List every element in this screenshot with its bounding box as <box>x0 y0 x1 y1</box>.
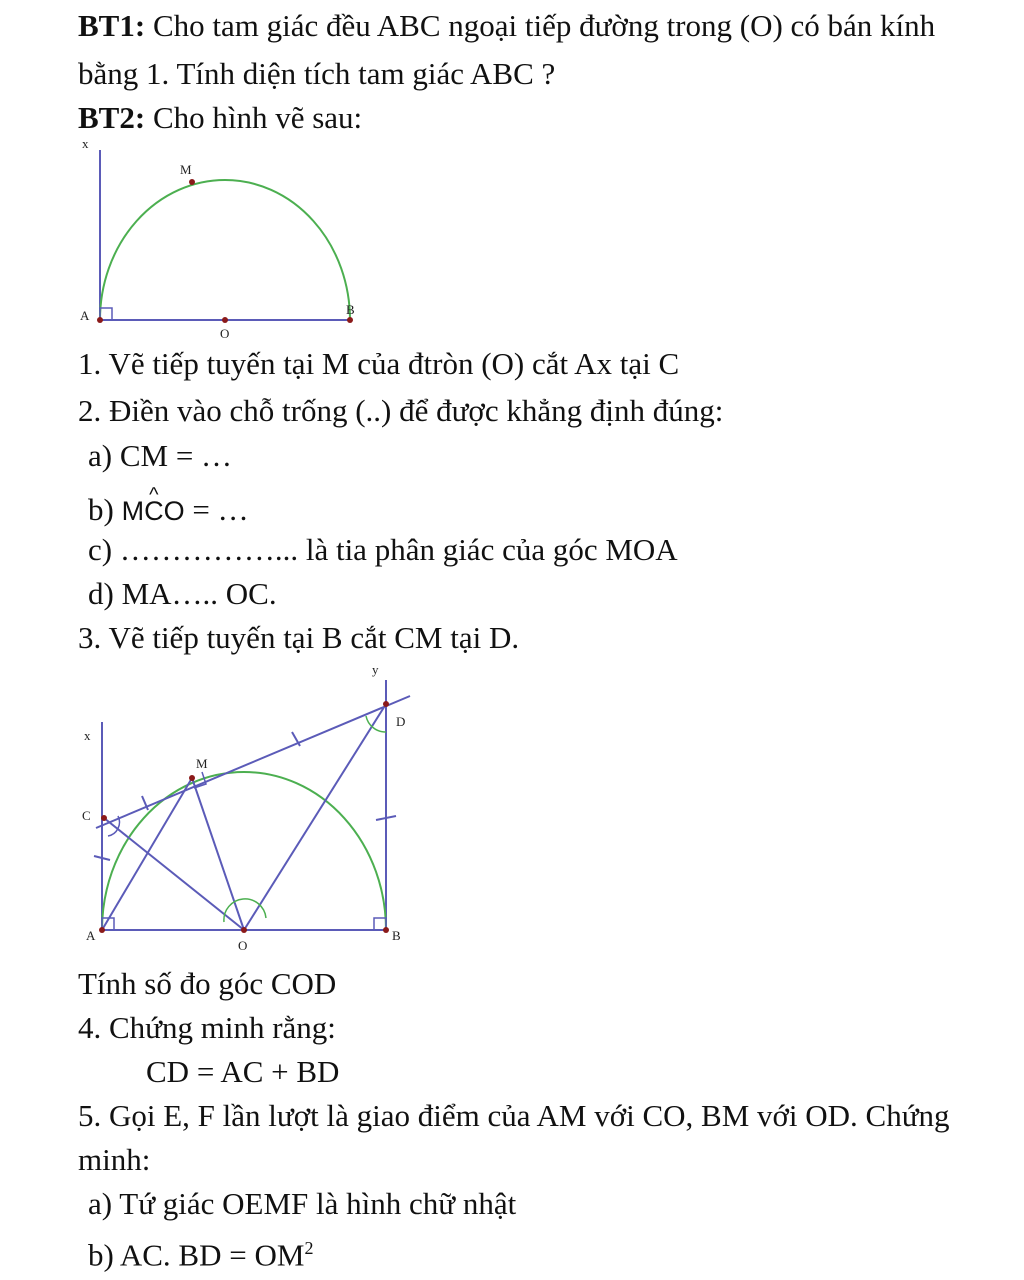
bt2-text: Cho hình vẽ sau: <box>145 100 363 135</box>
label-b-2: B <box>392 928 401 943</box>
bt1-line2: bằng 1. Tính diện tích tam giác ABC ? <box>78 56 556 91</box>
figure-1 <box>0 138 420 348</box>
item-c: c) ……………... là tia phân giác của góc MOA <box>88 532 678 567</box>
question-2: 2. Điền vào chỗ trống (..) để được khẳng định đúng: <box>78 393 724 428</box>
bt2-line <box>78 98 362 138</box>
label-m-1: M <box>180 162 192 177</box>
question-5-line2: minh: <box>78 1142 151 1177</box>
angle-mco <box>122 496 185 526</box>
question-3: 3. Vẽ tiếp tuyến tại B cắt CM tại D. <box>78 620 520 655</box>
item-b-suffix: = … <box>184 492 249 527</box>
cod-question: Tính số đo góc COD <box>78 966 337 1001</box>
label-o-2: O <box>238 938 248 953</box>
item-5b <box>88 1228 313 1275</box>
point-m-1 <box>189 179 195 185</box>
figure-2 <box>0 660 440 970</box>
angle-mco-c: ^ C <box>144 491 164 531</box>
point-a-1 <box>97 317 103 323</box>
segment-od <box>244 704 386 930</box>
label-a-2: A <box>86 928 96 943</box>
point-b-2 <box>383 927 389 933</box>
item-b-prefix: b) <box>88 492 122 527</box>
label-m-2: M <box>196 756 208 771</box>
label-o-1: O <box>220 326 230 341</box>
label-x-2: x <box>84 728 91 743</box>
segment-om <box>192 778 244 930</box>
point-d-2 <box>383 701 389 707</box>
label-x-1: x <box>82 138 89 151</box>
segment-oc <box>104 818 244 930</box>
bt2-label: BT2: <box>78 100 146 135</box>
bt1-line1 <box>78 6 935 46</box>
item-5b-text: b) AC. BD = OM <box>88 1237 305 1273</box>
item-b <box>88 490 249 531</box>
item-5b-sup: 2 <box>304 1238 314 1258</box>
label-a-1: A <box>80 308 90 323</box>
point-a-2 <box>99 927 105 933</box>
semicircle-1 <box>100 180 350 320</box>
tangent-cd <box>96 696 410 828</box>
bt1-text: Cho tam giác đều ABC ngoại tiếp đường trong (O) có bán kính <box>145 8 936 43</box>
point-o-2 <box>241 927 247 933</box>
question-5-line1: 5. Gọi E, F lần lượt là giao điểm của AM với CO, BM với OD. Chứng <box>78 1098 950 1133</box>
point-o-1 <box>222 317 228 323</box>
label-c-2: C <box>82 808 91 823</box>
equation-cd: CD = AC + BD <box>146 1054 340 1089</box>
item-5a: a) Tứ giác OEMF là hình chữ nhật <box>88 1186 517 1221</box>
bt1-label: BT1: <box>78 8 146 43</box>
point-b-1 <box>347 317 353 323</box>
angle-mco-m: M <box>121 496 145 526</box>
question-1: 1. Vẽ tiếp tuyến tại M của đtròn (O) cắt Ax tại C <box>78 346 680 381</box>
item-a: a) CM = … <box>88 438 233 473</box>
label-d-2: D <box>396 714 406 729</box>
point-c-2 <box>101 815 107 821</box>
segment-am <box>102 778 192 930</box>
label-y-2: y <box>372 662 379 677</box>
question-4: 4. Chứng minh rằng: <box>78 1010 336 1045</box>
point-m-2 <box>189 775 195 781</box>
angle-mco-o: O <box>163 496 185 526</box>
item-d: d) MA….. OC. <box>88 576 277 611</box>
label-b-1: B <box>346 302 355 317</box>
